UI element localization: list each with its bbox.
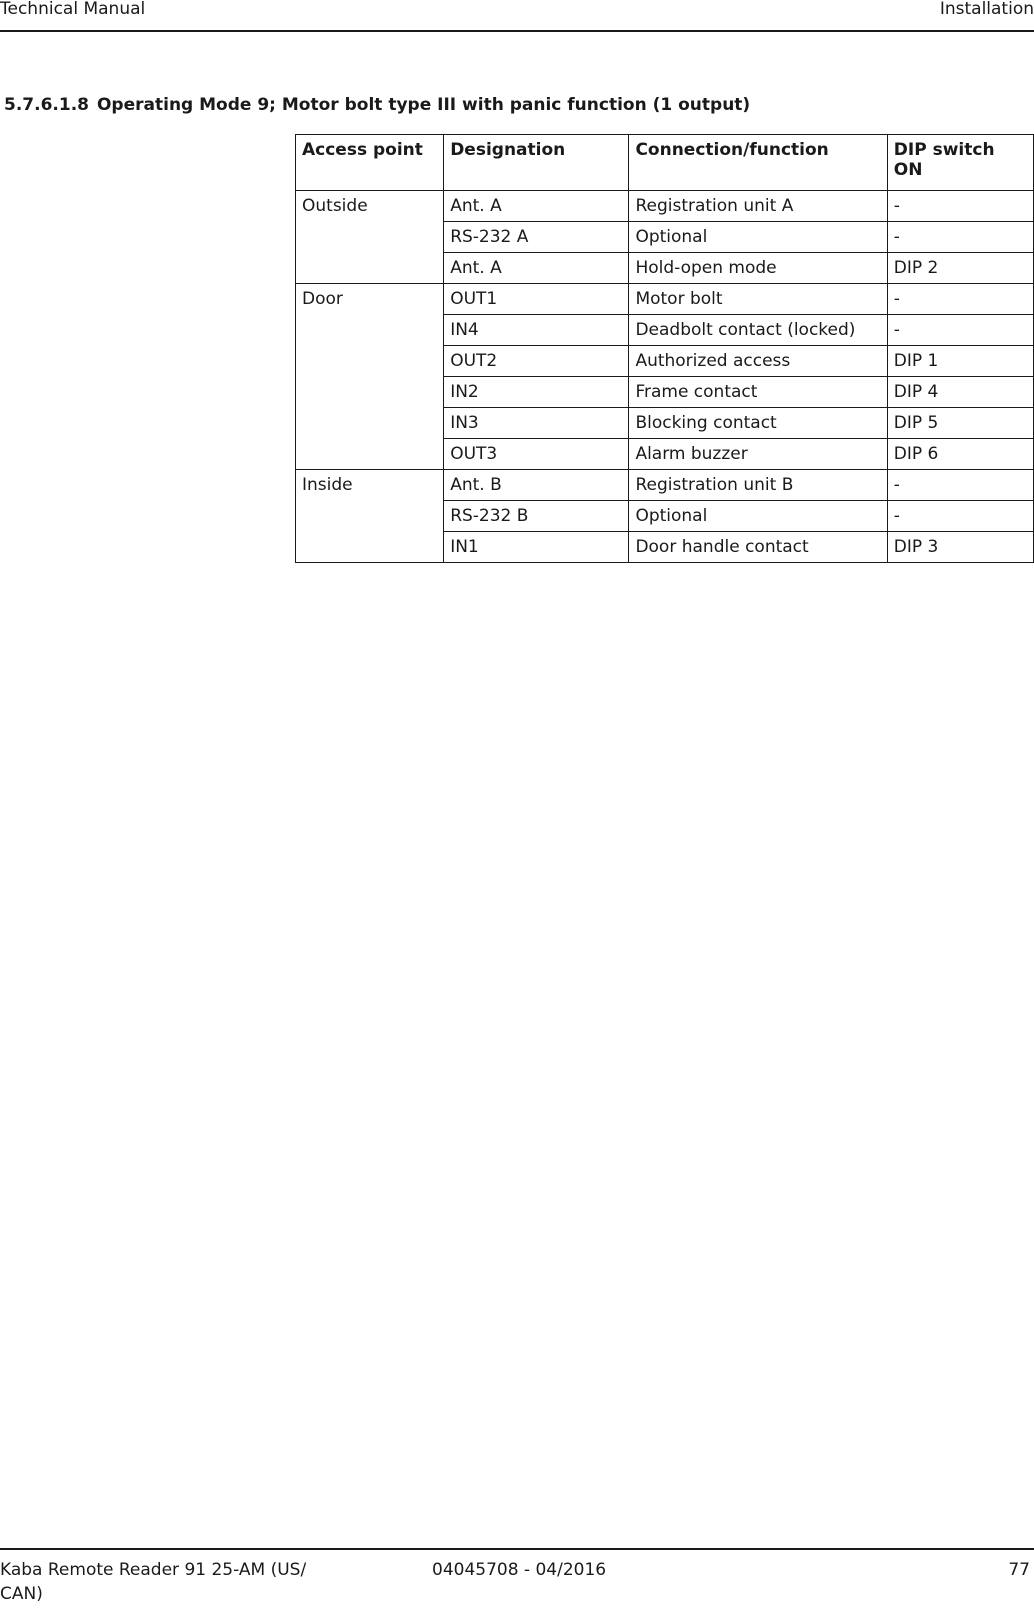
header-document-title: Technical Manual [0, 0, 146, 19]
designation-cell: OUT1 [444, 284, 629, 315]
page-header [0, 0, 1034, 32]
designation-cell: Ant. A [444, 253, 629, 284]
footer-document-number: 04045708 - 04/2016 [432, 1560, 607, 1580]
footer-product-name: Kaba Remote Reader 91 25-AM (US/ CAN) [0, 1560, 307, 1604]
header-chapter-title: Installation [939, 0, 1034, 19]
designation-cell: IN1 [444, 532, 629, 563]
connection-cell: Optional [629, 501, 887, 532]
header-connection-function: Connection/function [629, 135, 887, 191]
connection-cell: Deadbolt contact (locked) [629, 315, 887, 346]
designation-cell: OUT3 [444, 439, 629, 470]
dip-cell: DIP 5 [887, 408, 1033, 439]
access-point-cell: Door [296, 284, 444, 470]
dip-cell: - [887, 470, 1033, 501]
dip-cell: - [887, 284, 1033, 315]
connection-cell: Frame contact [629, 377, 887, 408]
dip-cell: - [887, 191, 1033, 222]
designation-cell: OUT2 [444, 346, 629, 377]
dip-cell: DIP 2 [887, 253, 1033, 284]
dip-cell: - [887, 315, 1033, 346]
designation-cell: IN4 [444, 315, 629, 346]
footer-page-number: 77 [1008, 1560, 1030, 1580]
designation-cell: IN2 [444, 377, 629, 408]
designation-cell: Ant. B [444, 470, 629, 501]
section-number: 5.7.6.1.8 [4, 95, 89, 115]
designation-cell: IN3 [444, 408, 629, 439]
dip-cell: - [887, 222, 1033, 253]
dip-cell: - [887, 501, 1033, 532]
designation-cell: RS-232 A [444, 222, 629, 253]
connection-cell: Hold-open mode [629, 253, 887, 284]
connection-cell: Blocking contact [629, 408, 887, 439]
header-access-point: Access point [296, 135, 444, 191]
access-point-cell: Outside [296, 191, 444, 284]
connection-cell: Optional [629, 222, 887, 253]
header-dip-switch-on: DIP switch ON [887, 135, 1033, 191]
table-header-row [296, 135, 1034, 191]
access-point-cell: Inside [296, 470, 444, 563]
designation-cell: Ant. A [444, 191, 629, 222]
connection-cell: Motor bolt [629, 284, 887, 315]
dip-cell: DIP 4 [887, 377, 1033, 408]
dip-cell: DIP 1 [887, 346, 1033, 377]
table-row [296, 470, 1034, 501]
table-row [296, 191, 1034, 222]
connection-cell: Registration unit B [629, 470, 887, 501]
dip-switch-table [295, 134, 1034, 563]
connection-cell: Door handle contact [629, 532, 887, 563]
designation-cell: RS-232 B [444, 501, 629, 532]
table-row [296, 284, 1034, 315]
section-heading [4, 95, 750, 115]
connection-cell: Alarm buzzer [629, 439, 887, 470]
connection-cell: Authorized access [629, 346, 887, 377]
page-footer [0, 1548, 1034, 1609]
connection-cell: Registration unit A [629, 191, 887, 222]
dip-cell: DIP 3 [887, 532, 1033, 563]
header-designation: Designation [444, 135, 629, 191]
dip-cell: DIP 6 [887, 439, 1033, 470]
section-title-text: Operating Mode 9; Motor bolt type III with panic function (1 output) [96, 95, 751, 115]
